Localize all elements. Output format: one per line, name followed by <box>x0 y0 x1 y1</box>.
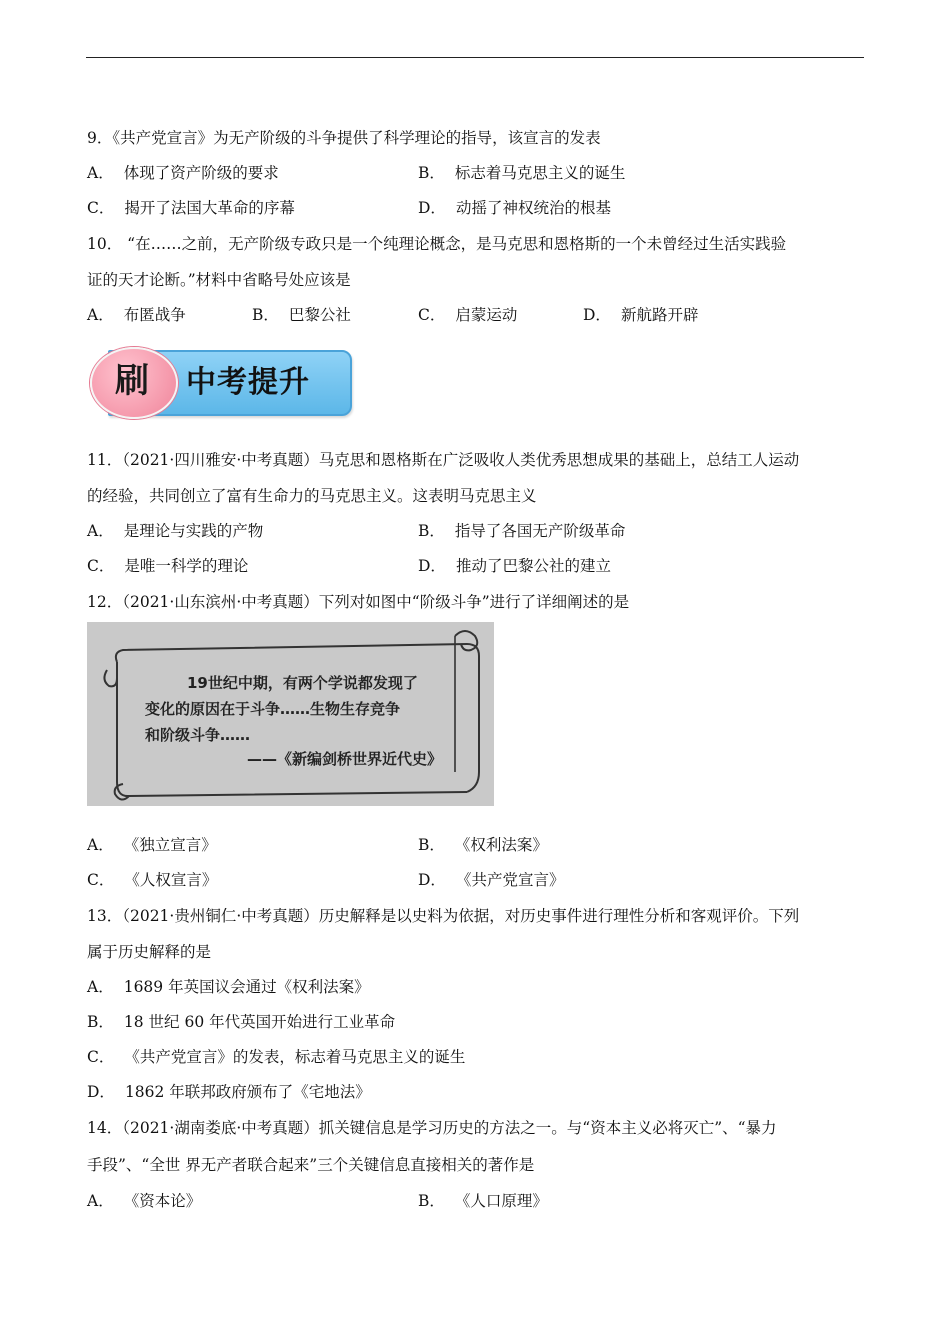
question-13-stem-line2: 属于历史解释的是 <box>87 943 212 961</box>
option-text: 18 世纪 60 年代英国开始进行工业革命 <box>123 1013 396 1031</box>
banner-badge-text: 刷 <box>115 361 149 401</box>
question-14-stem-line1: 14．（2021·湖南娄底·中考真题）抓关键信息是学习历史的方法之一。与“资本主义必将灭亡”、“暴力 <box>87 1119 777 1137</box>
q11-option-c[interactable] <box>87 556 248 576</box>
option-text: 《共产党宣言》 <box>455 871 565 889</box>
quote-source: ——《新编剑桥世界近代史》 <box>247 750 443 768</box>
question-11-stem-line2: 的经验，共同创立了富有生命力的马克思主义。这表明马克思主义 <box>87 487 537 505</box>
option-letter: B． <box>418 1192 445 1210</box>
section-banner <box>90 347 352 419</box>
option-text: 《独立宣言》 <box>123 836 217 854</box>
option-text: 1862 年联邦政府颁布了《宅地法》 <box>124 1083 371 1101</box>
option-text: 巴黎公社 <box>288 306 351 324</box>
q13-option-a[interactable] <box>87 977 370 997</box>
q12-option-c[interactable] <box>87 870 217 890</box>
q10-option-a[interactable] <box>87 305 186 325</box>
option-letter: B． <box>252 306 279 324</box>
question-12-stem: 12．（2021·山东滨州·中考真题）下列对如图中“阶级斗争”进行了详细阐述的是 <box>87 593 630 611</box>
option-text: 启蒙运动 <box>455 306 518 324</box>
option-letter: D． <box>418 557 446 575</box>
q14-option-a[interactable] <box>87 1191 201 1211</box>
option-letter: A． <box>87 1192 114 1210</box>
option-letter: C． <box>87 871 115 889</box>
option-letter: A． <box>87 836 114 854</box>
q11-option-d[interactable] <box>418 556 611 576</box>
option-letter: D． <box>418 871 446 889</box>
q12-option-d[interactable] <box>418 870 564 890</box>
q10-option-c[interactable] <box>418 305 517 325</box>
q11-option-a[interactable] <box>87 521 263 541</box>
question-10-stem-line1: 10． “在……之前，无产阶级专政只是一个纯理论概念，是马克思和恩格斯的一个未曾经过生活实践验 <box>87 235 787 253</box>
option-letter: D． <box>583 306 611 324</box>
option-text: 《人口原理》 <box>454 1192 548 1210</box>
question-13-stem-line1: 13．（2021·贵州铜仁·中考真题）历史解释是以史料为依据，对历史事件进行理性分析和客观评价。下列 <box>87 907 800 925</box>
option-text: 《权利法案》 <box>454 836 548 854</box>
q10-option-b[interactable] <box>252 305 351 325</box>
option-letter: D． <box>418 199 446 217</box>
quote-line-2: 变化的原因在于斗争……生物生存竞争 <box>145 700 401 718</box>
question-14-stem-line2: 手段”、“全世 界无产者联合起来”三个关键信息直接相关的著作是 <box>87 1156 535 1174</box>
option-text: 标志着马克思主义的诞生 <box>454 164 626 182</box>
option-letter: C． <box>87 557 115 575</box>
option-letter: B． <box>418 522 445 540</box>
header-rule <box>86 57 864 58</box>
option-letter: B． <box>87 1013 114 1031</box>
option-text: 体现了资产阶级的要求 <box>123 164 279 182</box>
q14-option-b[interactable] <box>418 1191 548 1211</box>
option-text: 动摇了神权统治的根基 <box>455 199 611 217</box>
quote-line-1: 19世纪中期，有两个学说都发现了 <box>187 674 418 692</box>
option-letter: C． <box>87 1048 115 1066</box>
question-9-stem: 9．《共产党宣言》为无产阶级的斗争提供了科学理论的指导，该宣言的发表 <box>87 129 601 147</box>
option-letter: A． <box>87 522 114 540</box>
q11-option-b[interactable] <box>418 521 625 541</box>
option-text: 布匿战争 <box>123 306 186 324</box>
option-letter: B． <box>418 836 445 854</box>
question-10-stem-line2: 证的天才论断。”材料中省略号处应该是 <box>87 271 351 289</box>
q9-option-d[interactable] <box>418 198 611 218</box>
q12-option-a[interactable] <box>87 835 217 855</box>
q10-option-d[interactable] <box>583 305 698 325</box>
option-text: 是唯一科学的理论 <box>124 557 249 575</box>
option-text: 《资本论》 <box>123 1192 202 1210</box>
banner-title: 中考提升 <box>186 365 310 400</box>
q9-option-c[interactable] <box>87 198 295 218</box>
option-letter: D． <box>87 1083 115 1101</box>
option-letter: A． <box>87 164 114 182</box>
q9-option-b[interactable] <box>418 163 625 183</box>
q13-option-c[interactable] <box>87 1047 465 1067</box>
option-text: 推动了巴黎公社的建立 <box>455 557 611 575</box>
option-text: 新航路开辟 <box>620 306 699 324</box>
option-letter: C． <box>418 306 446 324</box>
option-text: 是理论与实践的产物 <box>123 522 264 540</box>
question-11-stem-line1: 11．（2021·四川雅安·中考真题）马克思和恩格斯在广泛吸收人类优秀思想成果的基础上，总结工人运动 <box>87 451 800 469</box>
q13-option-d[interactable] <box>87 1082 371 1102</box>
q13-option-b[interactable] <box>87 1012 395 1032</box>
option-text: 《共产党宣言》的发表，标志着马克思主义的诞生 <box>124 1048 466 1066</box>
scroll-quote-image <box>87 622 494 806</box>
q9-option-a[interactable] <box>87 163 279 183</box>
option-text: 1689 年英国议会通过《权利法案》 <box>123 978 370 996</box>
q12-option-b[interactable] <box>418 835 548 855</box>
option-letter: A． <box>87 978 114 996</box>
option-letter: A． <box>87 306 114 324</box>
option-letter: B． <box>418 164 445 182</box>
option-letter: C． <box>87 199 115 217</box>
option-text: 揭开了法国大革命的序幕 <box>124 199 295 217</box>
option-text: 指导了各国无产阶级革命 <box>454 522 626 540</box>
option-text: 《人权宣言》 <box>124 871 218 889</box>
quote-line-3: 和阶级斗争…… <box>145 726 251 744</box>
